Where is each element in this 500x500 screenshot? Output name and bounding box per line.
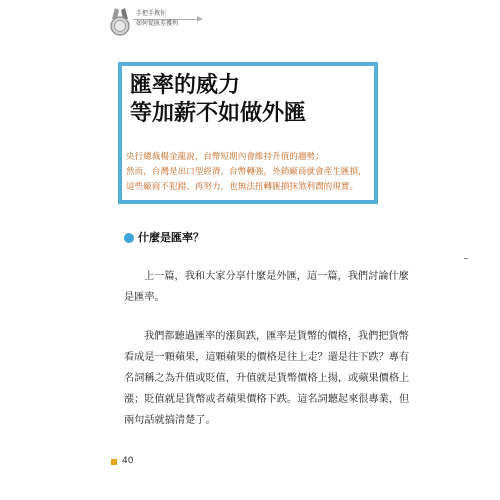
paragraph-line: 我們都聽過匯率的漲與跌，匯率是貨幣的價格，我們把貨幣 [144, 331, 409, 342]
summary-line: 央行總裁楊金龍說，台幣短期內會維持升值的趨勢； [126, 152, 324, 162]
chapter-title-line: 等加薪不如做外匯 [130, 101, 307, 126]
chapter-title-line: 匯率的威力 [130, 73, 241, 98]
series-subtitle: 如何從匯差獲利 [136, 20, 179, 27]
body-paragraph [124, 326, 410, 431]
paragraph-line: 名詞稱之為升值或貶值，升值就是貨幣價格上揚，或蘋果價格上 [124, 373, 410, 384]
paragraph-line: 是匯率。 [124, 292, 165, 303]
series-header [108, 6, 208, 40]
paragraph-line: 兩句話就搞清楚了。 [124, 415, 216, 426]
footer-marker-icon [111, 459, 117, 465]
page-number: 40 [122, 456, 134, 466]
chapter-summary [126, 150, 367, 195]
paragraph-line: 看成是一顆蘋果，這顆蘋果的價格是往上走？還是往下跌？專有 [124, 352, 410, 363]
series-arrow-icon [197, 16, 203, 22]
chapter-title [130, 72, 306, 128]
margin-mark [464, 258, 468, 259]
paragraph-line: 漲；貶值就是貨幣或者蘋果價格下跌。這名詞聽起來很專業，但 [124, 394, 410, 405]
series-title: 手把手教你 [136, 10, 167, 17]
section-heading-label: 什麼是匯率？ [138, 231, 204, 244]
body-paragraph [124, 266, 409, 308]
medal-emblem-icon [108, 7, 132, 37]
bullet-dot-icon [124, 233, 134, 243]
chapter-callout-box [118, 62, 378, 204]
paragraph-line: 上一篇，我和大家分享什麼是外匯，這一篇，我們討論什麼 [144, 271, 409, 282]
summary-line: 這些廠商不犯錯、再努力，也無法扭轉匯損抹煞利潤的現實。 [126, 182, 359, 192]
summary-line: 然而，台灣是出口型經濟，台幣轉強，外銷廠商就會產生匯損， [126, 167, 367, 177]
